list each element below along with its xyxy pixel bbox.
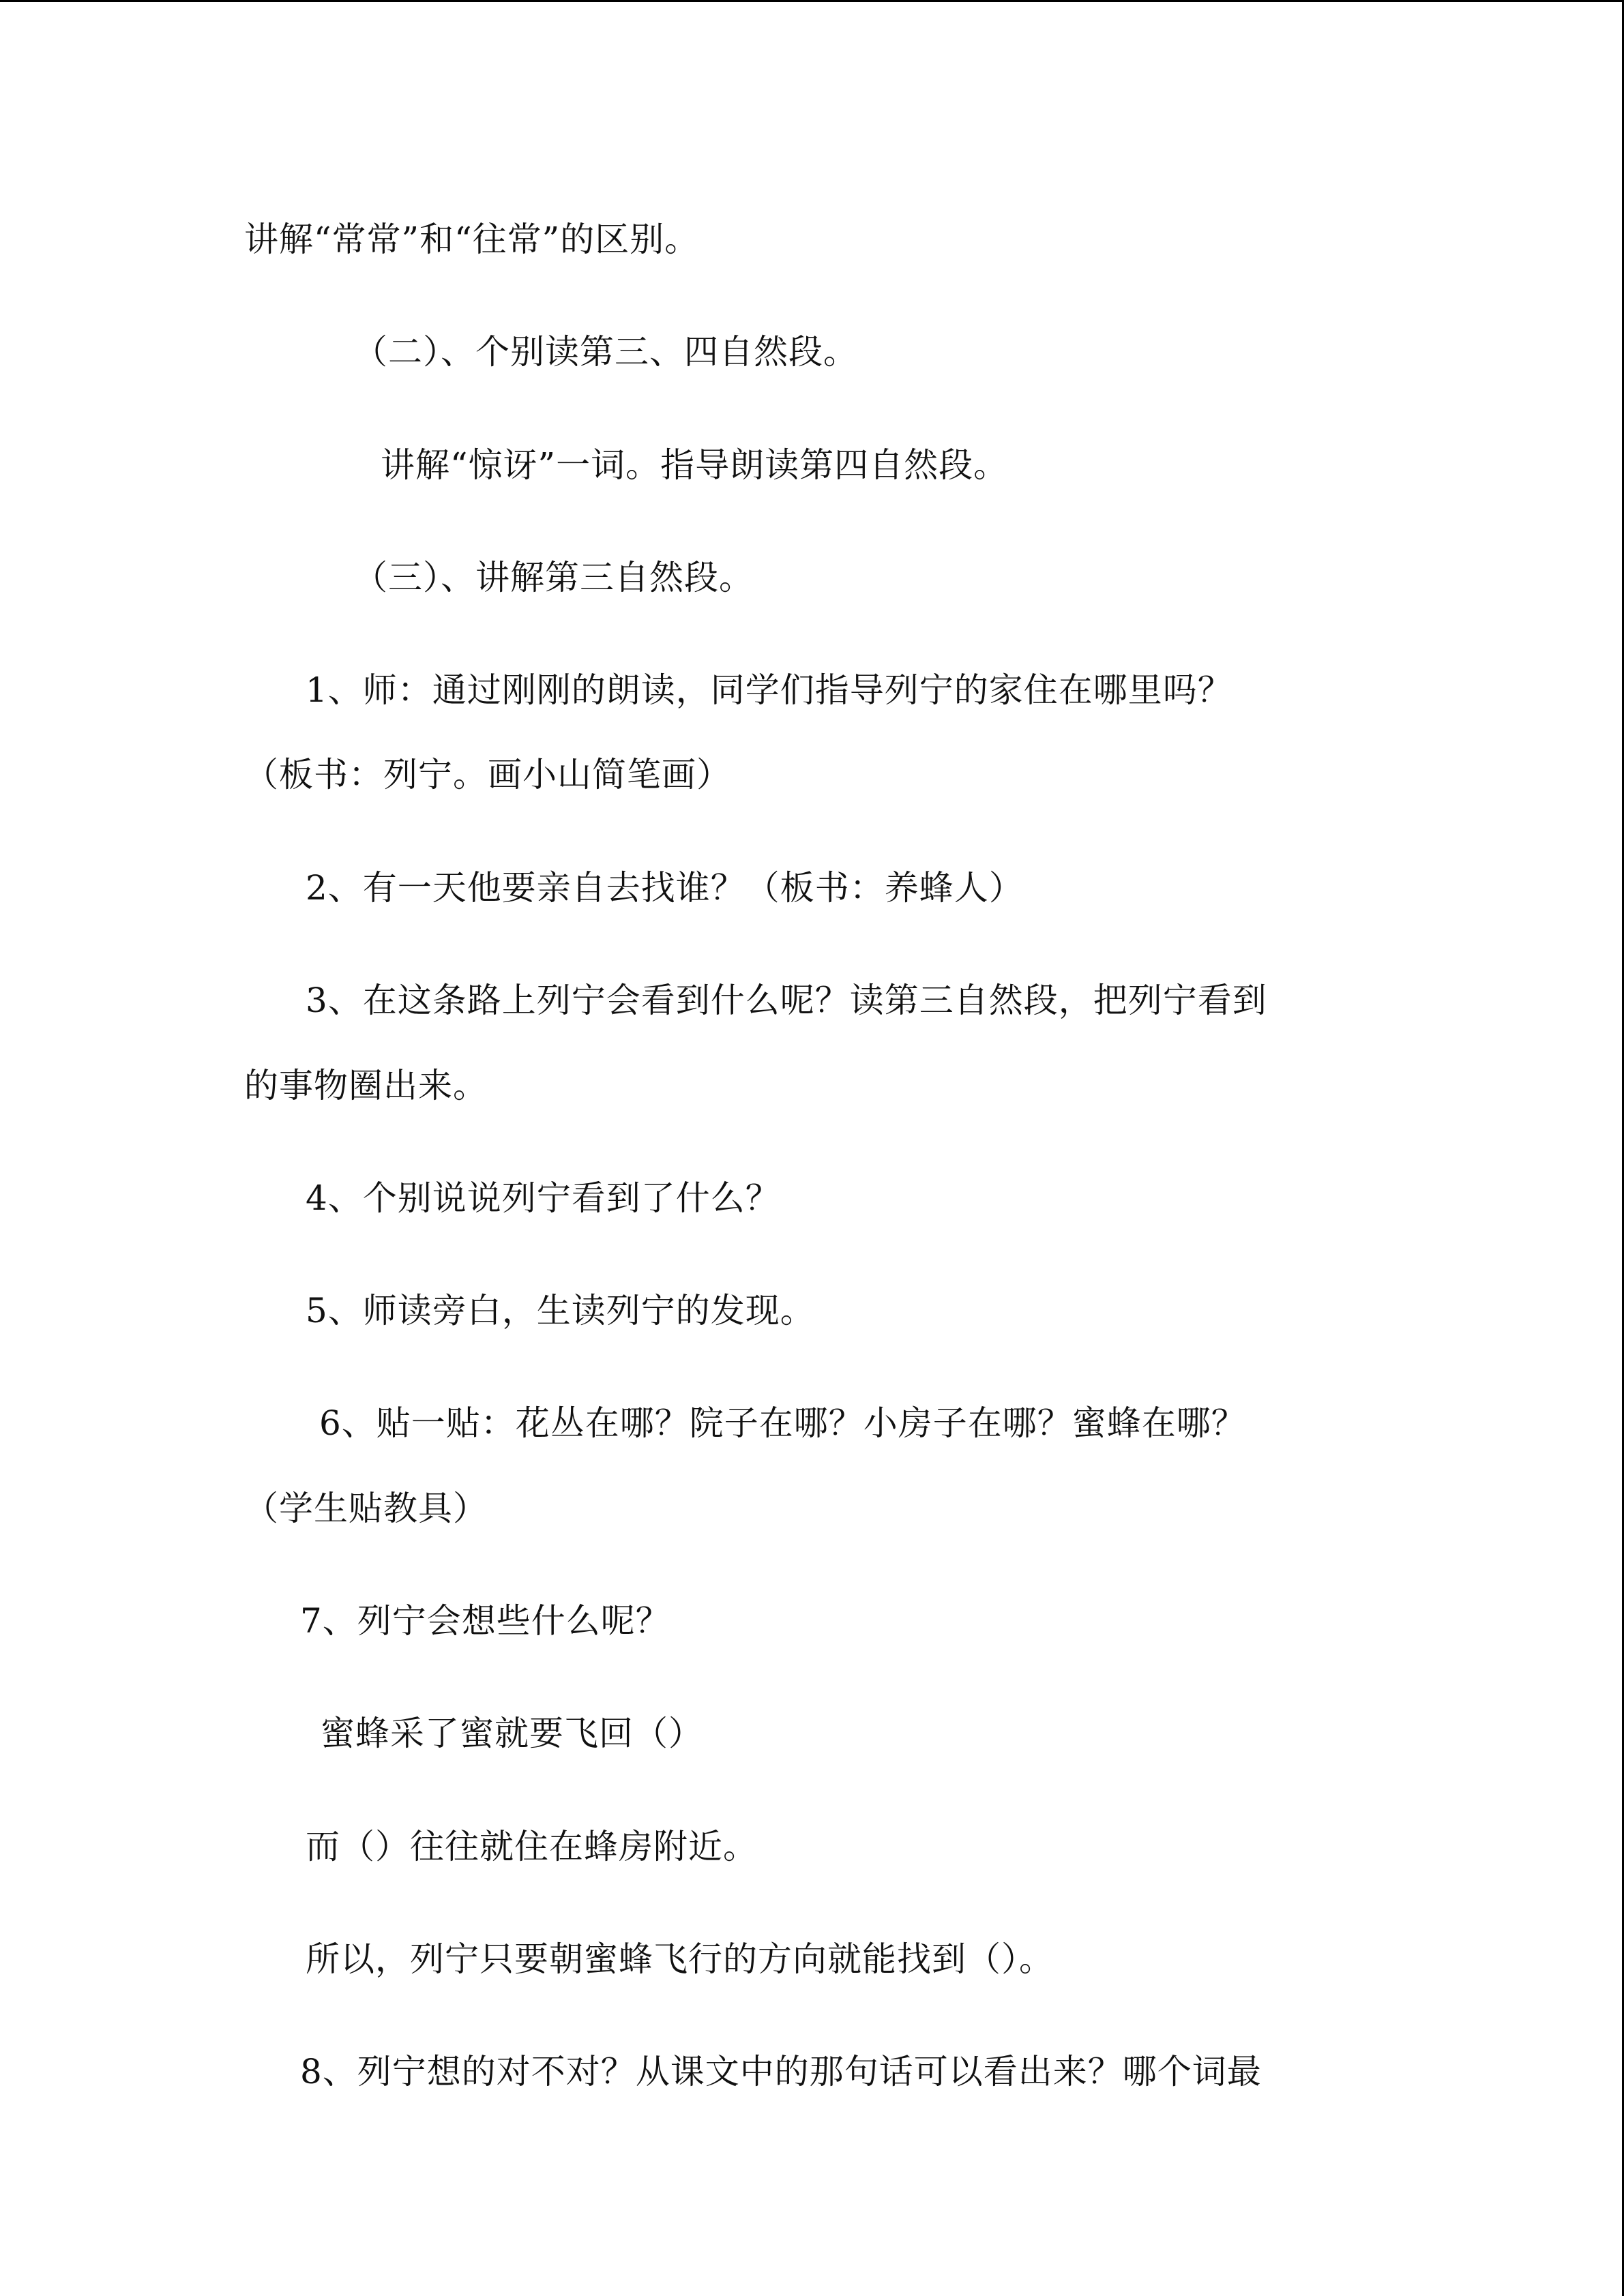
text-line: 4、个别说说列宁看到了什么？ bbox=[306, 1178, 780, 1218]
text-line: 讲解“常常”和“往常”的区别。 bbox=[244, 220, 700, 259]
text-line: 3、在这条路上列宁会看到什么呢？读第三自然段，把列宁看到 bbox=[306, 981, 1267, 1020]
text-line: 而（）往往就住在蜂房附近。 bbox=[306, 1827, 758, 1866]
text-line: 7、列宁会想些什么呢？ bbox=[300, 1601, 670, 1641]
text-line: 的事物圈出来。 bbox=[244, 1066, 488, 1105]
text-line: 所以，列宁只要朝蜜蜂飞行的方向就能找到（）。 bbox=[306, 1939, 1054, 1979]
text-line: （板书：列宁。画小山简笔画） bbox=[244, 755, 731, 794]
page-border-top bbox=[0, 0, 1624, 2]
text-line: 5、师读旁白，生读列宁的发现。 bbox=[306, 1291, 815, 1330]
text-line: （三）、讲解第三自然段。 bbox=[353, 558, 754, 597]
text-line: （二）、个别读第三、四自然段。 bbox=[353, 332, 858, 372]
text-line: 1、师：通过刚刚的朗读，同学们指导列宁的家住在哪里吗？ bbox=[306, 670, 1232, 710]
text-line: 8、列宁想的对不对？从课文中的那句话可以看出来？哪个词最 bbox=[300, 2052, 1262, 2091]
text-line: 2、有一天他要亲自去找谁？（板书：养蜂人） bbox=[306, 868, 1024, 908]
text-line: 6、贴一贴：花丛在哪？院子在哪？小房子在哪？蜜蜂在哪？ bbox=[319, 1403, 1246, 1443]
text-line: 蜜蜂采了蜜就要飞回（） bbox=[321, 1714, 703, 1753]
text-line: （学生贴教具） bbox=[244, 1489, 488, 1528]
text-line: 讲解“惊讶”一词。指导朗读第四自然段。 bbox=[381, 445, 1009, 485]
